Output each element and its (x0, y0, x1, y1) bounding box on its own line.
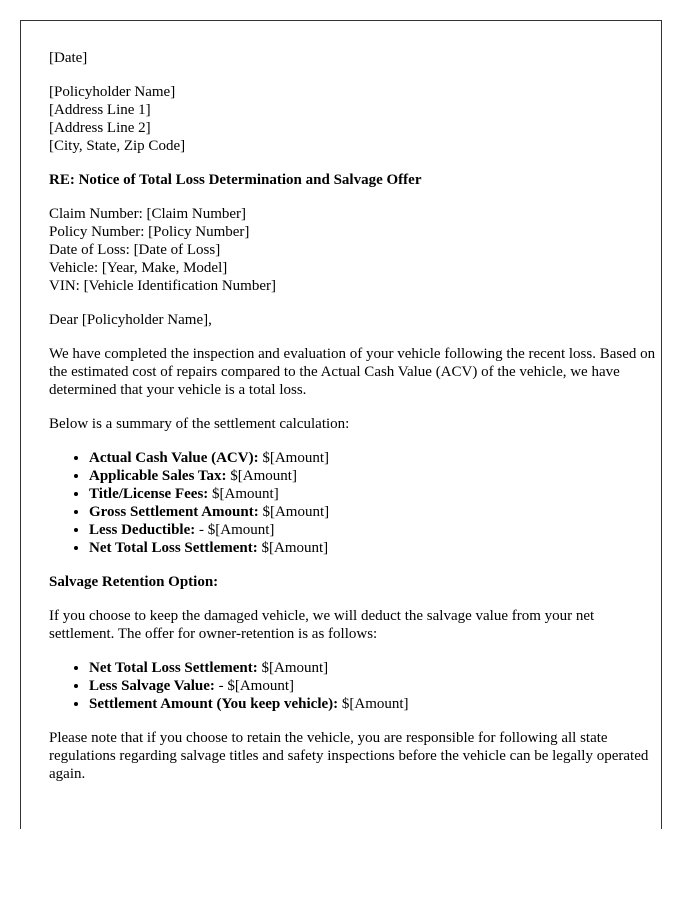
item-value: $[Amount] (226, 468, 297, 484)
salutation: Dear [Policyholder Name], (49, 312, 212, 328)
vin: VIN: [Vehicle Identification Number] (49, 278, 276, 294)
letter-date: [Date] (49, 50, 88, 66)
item-value: $[Amount] (338, 696, 409, 712)
subject-text: RE: Notice of Total Loss Determination and Salvage Offer (49, 172, 422, 188)
city-state-zip: [City, State, Zip Code] (49, 138, 186, 154)
salvage-heading (49, 573, 661, 591)
list-item (89, 677, 661, 695)
list-item (89, 485, 661, 503)
item-label: Actual Cash Value (ACV): (89, 450, 259, 466)
item-label: Net Total Loss Settlement: (89, 540, 258, 556)
item-label: Applicable Sales Tax: (89, 468, 227, 484)
list-item (89, 467, 661, 485)
claim-number: Claim Number: [Claim Number] (49, 206, 247, 222)
letter-page (20, 20, 662, 829)
settlement-list (49, 449, 661, 557)
item-value: $[Amount] (208, 486, 279, 502)
item-label: Net Total Loss Settlement: (89, 660, 258, 676)
item-value: $[Amount] (257, 540, 329, 556)
address-line-1: [Address Line 1] (49, 102, 151, 118)
closing-note: Please note that if you choose to retain the vehicle, you are responsible for following all state regulations regarding salvage titles and safety inspections before the vehicle can be legally operated again. (49, 730, 649, 782)
recipient-address (49, 83, 661, 155)
list-item (89, 449, 661, 467)
list-item (89, 503, 661, 521)
summary-intro: Below is a summary of the settlement calculation: (49, 416, 350, 432)
list-item (89, 659, 661, 677)
salvage-list (49, 659, 661, 713)
recipient-name: [Policyholder Name] (49, 84, 176, 100)
item-label: Less Salvage Value: (89, 678, 215, 694)
date-of-loss: Date of Loss: [Date of Loss] (49, 242, 221, 258)
subject-line (49, 171, 661, 189)
item-label: Gross Settlement Amount: (89, 504, 259, 520)
item-value: $[Amount] (258, 450, 330, 466)
item-label: Title/License Fees: (89, 486, 209, 502)
vehicle: Vehicle: [Year, Make, Model] (49, 260, 228, 276)
intro-paragraph: We have completed the inspection and evaluation of your vehicle following the recent loss. Based on the estimated cost of repairs compared to the Actual Cash Value (ACV) of the vehicle, we have determined that your vehicle is a total loss. (49, 346, 656, 398)
item-value: $[Amount] (257, 660, 329, 676)
salvage-intro: If you choose to keep the damaged vehicle, we will deduct the salvage value from your net settlement. The offer for owner-retention is as follows: (49, 608, 595, 642)
salvage-heading-text: Salvage Retention Option: (49, 574, 219, 590)
list-item (89, 695, 661, 713)
item-value: - $[Amount] (195, 522, 275, 538)
policy-number: Policy Number: [Policy Number] (49, 224, 250, 240)
item-value: $[Amount] (258, 504, 330, 520)
claim-info (49, 205, 661, 295)
item-value: - $[Amount] (214, 678, 295, 694)
item-label: Less Deductible: (89, 522, 196, 538)
list-item (89, 539, 661, 557)
address-line-2: [Address Line 2] (49, 120, 151, 136)
item-label: Settlement Amount (You keep vehicle): (89, 696, 339, 712)
list-item (89, 521, 661, 539)
